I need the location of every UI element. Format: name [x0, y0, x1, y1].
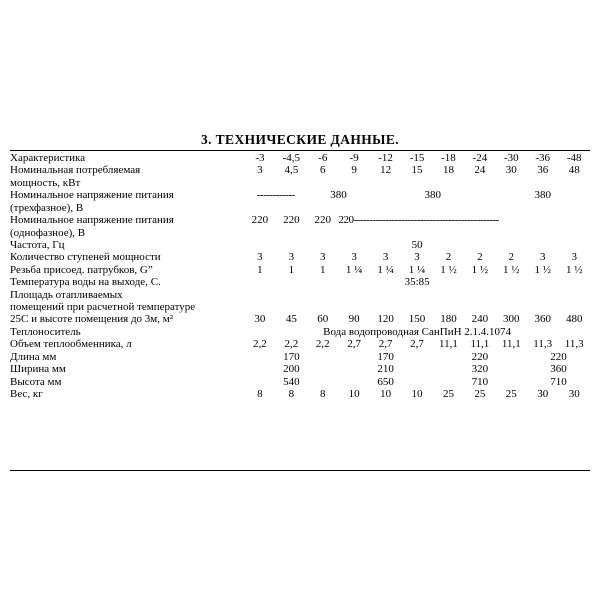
row-label: Вес, кг — [10, 388, 43, 401]
cell: 11,1 — [470, 338, 490, 351]
table-row — [10, 351, 590, 363]
cell: 220 — [550, 350, 567, 363]
cell: 360 — [534, 313, 551, 326]
table-row — [10, 363, 590, 375]
column-header: -4,5 — [282, 152, 301, 164]
cell: 180 — [440, 313, 457, 326]
column-header: -30 — [503, 152, 519, 164]
row-label: Высота мм — [10, 375, 62, 388]
cell: Вода водопроводная СанПиН 2.1.4.1074 — [323, 325, 512, 338]
table-header-row — [10, 152, 590, 164]
cell: 1 — [257, 263, 263, 276]
cell: 25 — [505, 388, 517, 401]
cell: 30 — [254, 313, 266, 326]
cell: 2,2 — [315, 338, 330, 351]
cell: 50 — [411, 238, 423, 251]
row-label: Частота, Гц — [10, 238, 65, 251]
cell: 380 — [534, 189, 552, 202]
row-label — [10, 214, 244, 239]
cell: 1 — [288, 263, 295, 276]
cell: 3 — [288, 251, 295, 264]
row-label-line: помещений при расчетной температуре — [10, 301, 196, 314]
cell: 25 — [442, 388, 454, 401]
cell: 11,3 — [533, 338, 553, 351]
row-label-line: Номинальное напряжение питания — [10, 214, 174, 227]
cell: 2,7 — [347, 338, 362, 351]
cell: 11,1 — [501, 338, 521, 351]
row-label — [10, 289, 244, 326]
cell: 8 — [320, 388, 326, 401]
cell: 12 — [380, 164, 392, 177]
cell: 3 — [571, 251, 577, 264]
row-label-line: (трехфазное), В — [10, 201, 84, 214]
cell: 36 — [537, 164, 549, 177]
cell: 10 — [380, 388, 392, 401]
cell: 9 — [351, 164, 357, 177]
row-label-line: мощность, кВт — [10, 176, 81, 189]
column-header: -12 — [378, 152, 393, 164]
cell: 170 — [377, 350, 394, 363]
cell: 710 — [550, 375, 567, 388]
cell: 480 — [565, 313, 583, 326]
bottom-divider — [10, 470, 590, 471]
row-label-line: (однофазное), В — [10, 226, 86, 239]
table-row — [10, 338, 590, 350]
cell: 2 — [477, 251, 483, 264]
cell: 3 — [539, 251, 546, 264]
cell: 2 — [445, 251, 452, 264]
cell: 650 — [377, 375, 394, 388]
header-label: Характеристика — [10, 152, 86, 164]
table-row — [10, 214, 590, 239]
top-divider — [10, 150, 590, 151]
cell: 220---------------------------------------------- — [338, 214, 499, 227]
column-header: -3 — [255, 152, 265, 164]
cell: 48 — [568, 164, 580, 177]
cell: 1 ½ — [503, 263, 520, 276]
cell: 8 — [257, 388, 263, 401]
row-label: Температура воды на выходе, С. — [10, 276, 161, 289]
cell: 35:85 — [404, 276, 430, 289]
column-header: -18 — [441, 152, 456, 164]
table-row — [10, 289, 590, 326]
row-label-line: Площадь отапливаемых — [10, 288, 123, 301]
column-header: -6 — [318, 152, 328, 164]
table-row — [10, 264, 590, 276]
cell: 6 — [320, 164, 326, 177]
row-label-line: Номинальная потребляемая — [10, 164, 141, 177]
row-label-line: 25С и высоте помещения до 3м, м² — [10, 313, 174, 326]
cell: 380 — [424, 189, 441, 202]
cell: 3 — [351, 251, 357, 264]
row-label — [10, 164, 244, 189]
cell: 8 — [288, 388, 295, 401]
cell: 3 — [414, 251, 420, 264]
table-row — [10, 164, 590, 189]
table-row — [10, 251, 590, 263]
cell: 220 — [314, 214, 331, 227]
cell: 18 — [442, 164, 454, 177]
cell: 150 — [408, 313, 426, 326]
cell: 60 — [317, 313, 329, 326]
cell: 200 — [283, 363, 300, 376]
cell: 2 — [508, 251, 515, 264]
cell: ------------ — [256, 189, 295, 202]
row-label-line: Номинальное напряжение питания — [10, 189, 174, 202]
cell: 4,5 — [284, 164, 299, 177]
cell: 710 — [471, 375, 489, 388]
cell: 220 — [471, 350, 489, 363]
cell: 1 ½ — [471, 263, 489, 276]
cell: 220 — [251, 214, 269, 227]
cell: 15 — [411, 164, 423, 177]
table-row — [10, 239, 590, 251]
cell: 210 — [377, 363, 394, 376]
row-label — [10, 189, 244, 214]
cell: 380 — [330, 189, 347, 202]
table-row — [10, 276, 590, 288]
cell: 30 — [537, 388, 549, 401]
cell: 10 — [411, 388, 423, 401]
row-label: Количество ступеней мощности — [10, 251, 161, 264]
cell: 1 ½ — [565, 263, 583, 276]
cell: 3 — [320, 251, 326, 264]
cell: 1 — [320, 263, 326, 276]
cell: 2,2 — [284, 338, 299, 351]
cell: 540 — [283, 375, 300, 388]
table-row — [10, 388, 590, 400]
cell: 360 — [550, 363, 567, 376]
cell: 1 ¼ — [408, 263, 426, 276]
table-row — [10, 189, 590, 214]
cell: 120 — [377, 313, 394, 326]
cell: 30 — [568, 388, 580, 401]
cell: 10 — [348, 388, 360, 401]
cell: 2,2 — [253, 338, 267, 351]
table-row — [10, 376, 590, 388]
cell: 3 — [382, 251, 389, 264]
cell: 90 — [348, 313, 360, 326]
row-label: Резьба присоед. патрубков, G” — [10, 263, 153, 276]
row-label: Объем теплообменника, л — [10, 338, 132, 351]
column-header: -9 — [349, 152, 359, 164]
cell: 2,7 — [378, 338, 393, 351]
row-label: Ширина мм — [10, 363, 66, 376]
cell: 2,7 — [410, 338, 424, 351]
row-label: Длина мм — [10, 350, 57, 363]
cell: 11,1 — [439, 338, 458, 351]
cell: 1 ¼ — [345, 263, 363, 276]
column-header: -36 — [535, 152, 551, 164]
cell: 11,3 — [564, 338, 584, 351]
cell: 240 — [471, 313, 489, 326]
cell: 30 — [505, 164, 517, 177]
column-header: -15 — [409, 152, 425, 164]
cell: 320 — [471, 363, 489, 376]
cell: 3 — [257, 251, 263, 264]
row-label: Теплоноситель — [10, 325, 81, 338]
table-row — [10, 326, 590, 338]
cell: 1 ½ — [440, 263, 457, 276]
column-header: -24 — [472, 152, 488, 164]
column-header: -48 — [566, 152, 582, 164]
cell: 220 — [283, 214, 300, 227]
cell: 1 ½ — [534, 263, 551, 276]
cell: 3 — [257, 164, 263, 177]
cell: 170 — [283, 350, 300, 363]
cell: 25 — [474, 388, 486, 401]
cell: 1 ¼ — [377, 263, 394, 276]
technical-data-table — [10, 152, 590, 400]
page-title: 3. ТЕХНИЧЕСКИЕ ДАННЫЕ. — [200, 132, 400, 147]
cell: 300 — [503, 313, 520, 326]
cell: 45 — [285, 313, 297, 326]
cell: 24 — [474, 164, 486, 177]
